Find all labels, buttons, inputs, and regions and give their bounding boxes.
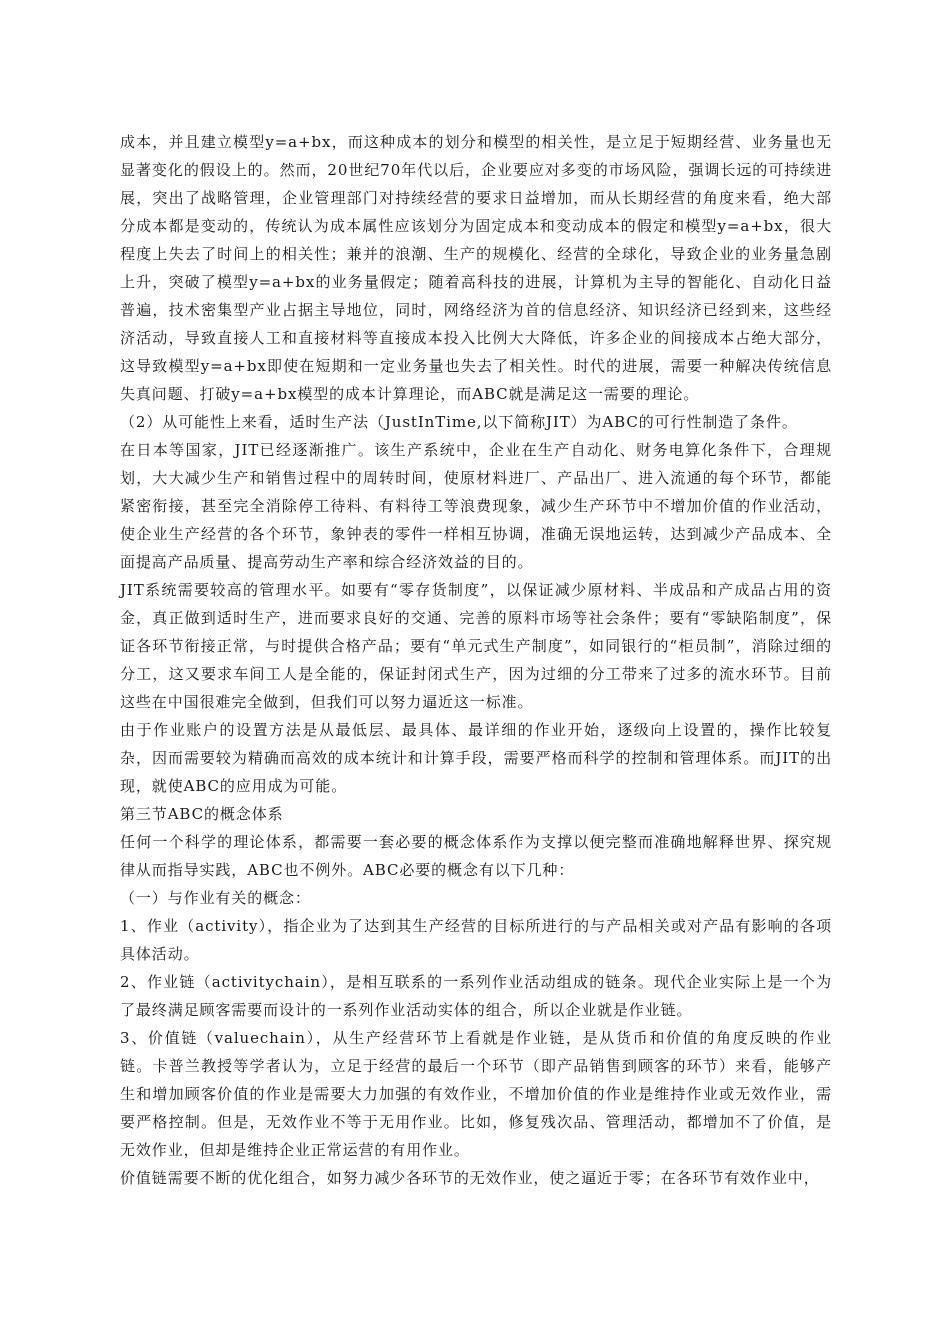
section-heading-abc-concepts: 第三节ABC的概念体系	[120, 805, 284, 823]
paragraph-jit-feasibility: （2）从可能性上来看，适时生产法（JustInTime,以下简称JIT）为ABC的可行性制造了条件。	[120, 413, 798, 431]
document-body	[120, 128, 832, 1192]
list-item-value-chain: 3、价值链（valuechain），从生产经营环节上看就是作业链，是从货币和价值的角度反映的作业链。卡普兰教授等学者认为，立足于经营的最后一个环节（即产品销售到顾客的环节）来看，能够产生和增加顾客价值的作业是需要大力加强的有效作业，不增加价值的作业是维持作业或无效作业，需要严格控制。但是，无效作业不等于无用作业。比如，修复残次品、管理活动，都增加不了价值，是无效作业，但却是维持企业正常运营的有用作业。	[120, 1029, 832, 1159]
paragraph-concept-system: 任何一个科学的理论体系，都需要一套必要的概念体系作为支撑以便完整而准确地解释世界、探究规律从而指导实践，ABC也不例外。ABC必要的概念有以下几种：	[120, 833, 832, 879]
paragraph-value-chain-optimization: 价值链需要不断的优化组合，如努力减少各环节的无效作业，使之逼近于零；在各环节有效作业中，	[120, 1169, 820, 1187]
paragraph-jit-japan: 在日本等国家，JIT已经逐渐推广。该生产系统中，企业在生产自动化、财务电算化条件下，合理规划，大大减少生产和销售过程中的周转时间，使原材料进厂、产品出厂、进入流通的每个环节，都能紧密衔接，甚至完全消除停工待料、有料待工等浪费现象，减少生产环节中不增加价值的作业活动，使企业生产经营的各个环节，象钟表的零件一样相互协调，准确无误地运转，达到减少产品成本、全面提高产品质量、提高劳动生产率和综合经济效益的目的。	[120, 441, 832, 571]
subsection-heading-activity-concepts: （一）与作业有关的概念：	[120, 889, 311, 907]
paragraph-activity-accounts: 由于作业账户的设置方法是从最低层、最具体、最详细的作业开始，逐级向上设置的，操作比较复杂，因而需要较为精确而高效的成本统计和计算手段，需要严格而科学的控制和管理体系。而JIT的出现，就使ABC的应用成为可能。	[120, 721, 832, 795]
list-item-activity-chain: 2、作业链（activitychain），是相互联系的一系列作业活动组成的链条。现代企业实际上是一个为了最终满足顾客需要而设计的一系列作业活动实体的组合，所以企业就是作业链。	[120, 973, 832, 1019]
paragraph-jit-management: JIT系统需要较高的管理水平。如要有“零存货制度”，以保证减少原材料、半成品和产成品占用的资金，真正做到适时生产，进而要求良好的交通、完善的原料市场等社会条件；要有“零缺陷制度”，保证各环节衔接正常，与时提供合格产品；要有“单元式生产制度”，如同银行的“柜员制”，消除过细的分工，这又要求车间工人是全能的，保证封闭式生产，因为过细的分工带来了过多的流水环节。目前这些在中国很难完全做到，但我们可以努力逼近这一标准。	[120, 581, 832, 711]
list-item-activity: 1、作业（activity），指企业为了达到其生产经营的目标所进行的与产品相关或对产品有影响的各项具体活动。	[120, 917, 832, 963]
paragraph-cost-model: 成本，并且建立模型y=a+bx，而这种成本的划分和模型的相关性，是立足于短期经营、业务量也无显著变化的假设上的。然而，20世纪70年代以后，企业要应对多变的市场风险，强调长远的可持续进展，突出了战略管理，企业管理部门对持续经营的要求日益增加，而从长期经营的角度来看，绝大部分成本都是变动的，传统认为成本属性应该划分为固定成本和变动成本的假定和模型y=a+bx，很大程度上失去了时间上的相关性；兼并的浪潮、生产的规模化、经营的全球化，导致企业的业务量急剧上升，突破了模型y=a+bx的业务量假定；随着高科技的进展，计算机为主导的智能化、自动化日益普遍，技术密集型产业占据主导地位，同时，网络经济为首的信息经济、知识经济已经到来，这些经济活动，导致直接人工和直接材料等直接成本投入比例大大降低，许多企业的间接成本占绝大部分，这导致模型y=a+bx即使在短期和一定业务量也失去了相关性。时代的进展，需要一种解决传统信息失真问题、打破y=a+bx模型的成本计算理论，而ABC就是满足这一需要的理论。	[120, 133, 832, 403]
